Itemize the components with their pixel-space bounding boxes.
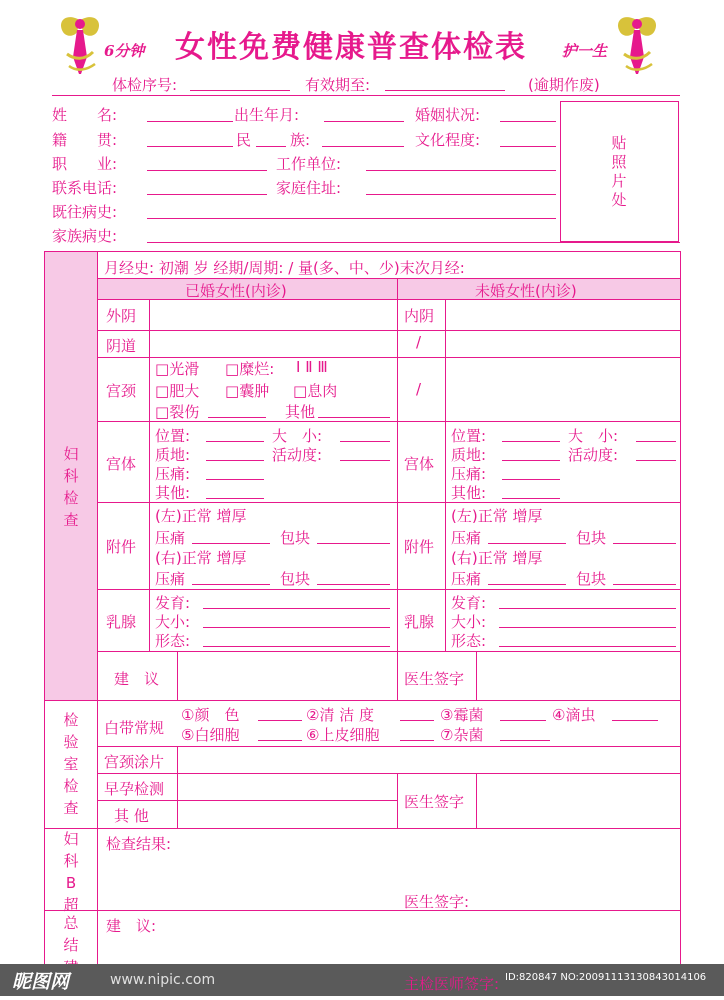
address-field[interactable] [366, 194, 556, 195]
uterus-tenderness-label-r: 压痛: [451, 465, 487, 483]
married-header: 已婚女性(内诊) [185, 282, 287, 300]
phone-label: 联系电话: [52, 179, 118, 197]
lab-doctor-sign-label: 医生签字 [404, 793, 465, 811]
breast-dev-label-r: 发育: [451, 594, 487, 612]
adnexa-right-mass-label: 包块 [280, 570, 311, 588]
bus-side-label: 妇科B超 [63, 830, 79, 914]
unmarried-header: 未婚女性(内诊) [475, 282, 577, 300]
uterus-size-field-r[interactable] [636, 441, 676, 442]
marital-label: 婚姻状况: [415, 106, 481, 124]
name-field[interactable] [147, 121, 233, 122]
vulva-label: 外阴 [106, 307, 137, 325]
lab-item-6: ⑥上皮细胞 [306, 726, 380, 744]
native-place-field[interactable] [147, 146, 233, 147]
lab-item-4-field[interactable] [612, 720, 658, 721]
leucorrhea-label: 白带常规 [104, 719, 165, 737]
uterus-size-label-r: 大 小: [568, 427, 619, 445]
breast-dev-field-r[interactable] [499, 608, 676, 609]
breast-size-field-r[interactable] [499, 627, 676, 628]
cervix-laceration-text: 裂伤 [169, 403, 200, 421]
breast-shape-field-r[interactable] [499, 646, 676, 647]
breast-size-field[interactable] [203, 627, 390, 628]
uterus-mobility-label-r: 活动度: [568, 446, 619, 464]
cervix-slash: / [416, 380, 422, 398]
adnexa-left-tender-label: 压痛 [155, 529, 186, 547]
uterus-position-field[interactable] [206, 441, 264, 442]
adnexa-left-r: (左)正常 增厚 [451, 507, 543, 525]
adnexa-left-mass-field[interactable] [317, 543, 390, 544]
slogan-left: 6分钟 [104, 42, 145, 60]
uterus-texture-field[interactable] [206, 460, 264, 461]
vagina-label: 阴道 [106, 337, 137, 355]
address-label: 家庭住址: [276, 179, 342, 197]
bus-result-field[interactable] [98, 852, 680, 908]
job-field[interactable] [147, 170, 267, 171]
adnexa-label: 附件 [106, 538, 137, 556]
expired-note: (逾期作废) [528, 76, 600, 94]
uterus-other-field[interactable] [206, 498, 264, 499]
uterus-tenderness-field[interactable] [206, 479, 264, 480]
gyn-doctor-sign-label: 医生签字 [404, 670, 465, 688]
adnexa-left-mass-label-r: 包块 [576, 529, 607, 547]
cervix-hypertrophy-text: 肥大 [169, 382, 200, 400]
breast-dev-label: 发育: [155, 594, 191, 612]
lab-item-7: ⑦杂菌 [440, 726, 484, 744]
uterus-tenderness-field-r[interactable] [502, 479, 560, 480]
lab-side-label: 检验室检查 [63, 711, 79, 817]
row-line [97, 589, 681, 590]
page-title: 女性免费健康普查体检表 [175, 30, 527, 65]
adnexa-right-tender-label: 压痛 [155, 570, 186, 588]
adnexa-right: (右)正常 增厚 [155, 549, 247, 567]
nation-label-b: 族: [290, 131, 311, 149]
breast-shape-label-r: 形态: [451, 632, 487, 650]
birth-label: 出生年月: [234, 106, 300, 124]
uterus-mobility-field-r[interactable] [636, 460, 676, 461]
adnexa-left-mass-field-r[interactable] [613, 543, 676, 544]
marital-field[interactable] [500, 121, 556, 122]
adnexa-right-mass-field[interactable] [317, 584, 390, 585]
nation-gap [256, 146, 286, 147]
watermark-logo: 昵图网 [12, 971, 70, 993]
chief-doctor-sign-label: 主检医师签字: [404, 975, 500, 993]
cervix-label: 宫颈 [106, 382, 137, 400]
breast-size-label-r: 大小: [451, 613, 487, 631]
lab-item-1-field[interactable] [258, 720, 302, 721]
bus-result-label: 检查结果: [106, 835, 172, 853]
breast-label: 乳腺 [106, 613, 137, 631]
uterus-label-r: 宫体 [404, 455, 435, 473]
cervical-smear-field[interactable] [178, 747, 680, 773]
erosion-levels: Ⅰ Ⅱ Ⅲ [296, 358, 328, 376]
cervix-smooth-checkbox[interactable] [155, 358, 199, 379]
adnexa-label-r: 附件 [404, 538, 435, 556]
cervix-laceration-checkbox[interactable] [155, 401, 199, 422]
family-history-label: 家族病史: [52, 227, 118, 245]
row-line [97, 800, 397, 801]
cervix-smooth-text: 光滑 [169, 360, 200, 378]
job-label: 职 业: [52, 155, 118, 173]
valid-until-field[interactable] [385, 90, 505, 91]
phone-field[interactable] [147, 194, 267, 195]
breast-label-r: 乳腺 [404, 613, 435, 631]
work-unit-field[interactable] [366, 170, 556, 171]
lab-other-label: 其 他 [114, 807, 149, 825]
cervix-other-label: 其他 [285, 403, 316, 421]
adnexa-left-tender-label-r: 压痛 [451, 529, 482, 547]
section-line [44, 828, 681, 829]
bus-doctor-sign-label: 医生签字: [404, 893, 470, 911]
serial-field[interactable] [190, 90, 290, 91]
breast-shape-field[interactable] [203, 646, 390, 647]
married-unmarried-divider [397, 278, 398, 700]
adnexa-left-tender-field-r[interactable] [488, 543, 566, 544]
work-unit-label: 工作单位: [276, 155, 342, 173]
lab-sign-divider-2 [476, 773, 477, 828]
breast-size-label: 大小: [155, 613, 191, 631]
nation-field[interactable] [322, 146, 404, 147]
uterus-position-label-r: 位置: [451, 427, 487, 445]
cervix-hypertrophy-checkbox[interactable] [155, 380, 199, 401]
valid-until-label: 有效期至: [305, 76, 371, 94]
serial-label: 体检序号: [112, 76, 178, 94]
uterus-texture-label-r: 质地: [451, 446, 487, 464]
adnexa-right-tender-field-r[interactable] [488, 584, 566, 585]
cervix-cyst-text: 囊肿 [239, 382, 270, 400]
laceration-field[interactable] [208, 417, 266, 418]
summary-side-label: 总结 [63, 914, 79, 954]
cervix-polyp-checkbox[interactable] [293, 380, 337, 401]
uterus-texture-field-r[interactable] [502, 460, 560, 461]
lab-item-2: ②清 洁 度 [306, 706, 374, 724]
cervix-polyp-text: 息肉 [307, 382, 338, 400]
photo-label: 贴照片处 [611, 134, 627, 209]
header-divider [52, 95, 680, 96]
row-line [97, 502, 681, 503]
adnexa-right-r: (右)正常 增厚 [451, 549, 543, 567]
pregnancy-test-label: 早孕检测 [104, 780, 165, 798]
nation-label-a: 民 [236, 131, 252, 149]
label-col-divider-r [445, 299, 446, 651]
adnexa-right-mass-label-r: 包块 [576, 570, 607, 588]
row-line [97, 330, 681, 331]
adnexa-left: (左)正常 增厚 [155, 507, 247, 525]
nurse-angel-logo-right [612, 12, 662, 82]
gyn-advice-label: 建 议 [114, 670, 160, 688]
cervix-erosion-checkbox[interactable] [225, 358, 274, 379]
uterus-mobility-field[interactable] [340, 460, 390, 461]
row-line [97, 421, 681, 422]
lab-item-6-field[interactable] [400, 740, 434, 741]
uterus-other-label: 其他: [155, 484, 191, 502]
lab-item-2-field[interactable] [400, 720, 434, 721]
breast-dev-field[interactable] [203, 608, 390, 609]
uterus-size-label: 大 小: [272, 427, 323, 445]
summary-advice-label: 建 议: [106, 917, 157, 935]
adnexa-right-tender-field[interactable] [192, 584, 270, 585]
uterus-tenderness-label: 压痛: [155, 465, 191, 483]
education-field[interactable] [500, 146, 556, 147]
row-line [97, 773, 681, 774]
lab-item-1: ①颜 色 [181, 706, 240, 724]
nurse-angel-logo-left [55, 12, 105, 82]
uterus-other-label-r: 其他: [451, 484, 487, 502]
past-history-field[interactable] [147, 218, 556, 219]
adnexa-right-tender-label-r: 压痛 [451, 570, 482, 588]
label-col-divider [149, 299, 150, 651]
row-line [97, 299, 681, 300]
gyn-side-label: 妇科检查 [63, 445, 79, 529]
slogan-right: 护一生 [562, 42, 608, 60]
uterus-position-field-r[interactable] [502, 441, 560, 442]
watermark-id: ID:820847 NO:20091113130843014106 [505, 972, 707, 983]
watermark-url: www.nipic.com [110, 972, 216, 988]
birth-field[interactable] [324, 121, 404, 122]
gyn-doctor-sign-field[interactable] [477, 652, 680, 700]
inner-vulva-label: 内阴 [404, 307, 435, 325]
adnexa-left-tender-field[interactable] [192, 543, 270, 544]
uterus-size-field[interactable] [340, 441, 390, 442]
lab-item-3-field[interactable] [500, 720, 546, 721]
uterus-label: 宫体 [106, 455, 137, 473]
cervical-smear-label: 宫颈涂片 [104, 753, 165, 771]
section-line [44, 910, 681, 911]
uterus-mobility-label: 活动度: [272, 446, 323, 464]
breast-shape-label: 形态: [155, 632, 191, 650]
vagina-slash: / [416, 333, 422, 351]
lab-item-5-field[interactable] [258, 740, 302, 741]
adnexa-right-mass-field-r[interactable] [613, 584, 676, 585]
cervix-erosion-text: 糜烂: [239, 360, 275, 378]
lab-sign-divider [397, 773, 398, 828]
menstrual-history: 月经史: 初潮 岁 经期/周期: / 量(多、中、少)末次月经: [104, 259, 465, 277]
native-place-label: 籍 贯: [52, 131, 118, 149]
gyn-advice-field[interactable] [178, 652, 397, 700]
uterus-other-field-r[interactable] [502, 498, 560, 499]
cervix-cyst-checkbox[interactable] [225, 380, 269, 401]
lab-item-3: ③霉菌 [440, 706, 484, 724]
lab-item-7-field[interactable] [500, 740, 550, 741]
education-label: 文化程度: [415, 131, 481, 149]
family-history-field[interactable] [147, 242, 680, 243]
uterus-texture-label: 质地: [155, 446, 191, 464]
lab-item-5: ⑤白细胞 [181, 726, 240, 744]
uterus-position-label: 位置: [155, 427, 191, 445]
adnexa-left-mass-label: 包块 [280, 529, 311, 547]
name-label: 姓 名: [52, 106, 118, 124]
cervix-other-field[interactable] [318, 417, 390, 418]
past-history-label: 既往病史: [52, 203, 118, 221]
lab-item-4: ④滴虫 [552, 706, 596, 724]
summary-advice-field[interactable] [98, 934, 680, 964]
section-line [44, 700, 681, 701]
